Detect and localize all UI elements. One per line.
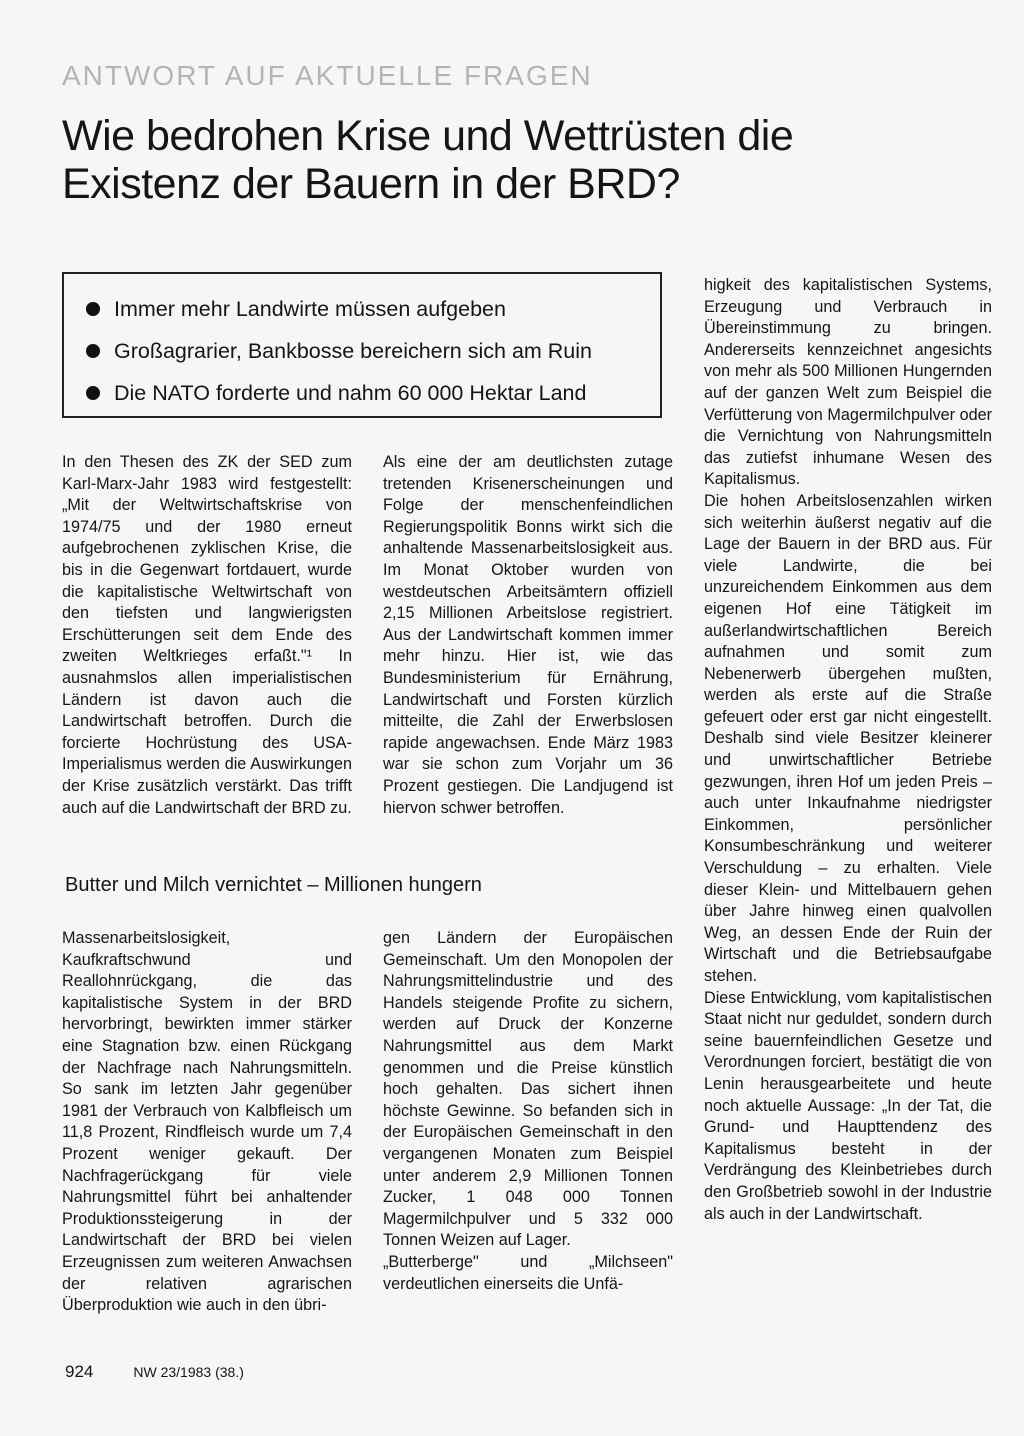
body-paragraph: In den Thesen des ZK der SED zum Karl-Marx-Jahr 1983 wird festgestellt: „Mit der Weltwirtschaftskrise von 1974/75 und der 1980 erneut aufgebrochenen zyklischen Krise, die bis in die Gegenwart fortdauert, wurde die kapitalistische Weltwirtschaft von den tiefsten und langwierigsten Erschütterungen seit dem Ende des zweiten Weltkrieges erfaßt."¹ In ausnahmslos allen imperialistischen Ländern ist davon auch die Landwirtschaft betroffen. Durch die forcierte Hochrüstung des USA-Imperialismus werden die Auswirkungen der Krise zusätzlich verstärkt. Das trifft auch auf die Landwirtschaft der BRD zu.	[62, 453, 352, 817]
column-2-lower	[383, 928, 673, 1295]
summary-box	[62, 272, 662, 418]
column-3	[704, 275, 992, 1225]
body-paragraph: „Butterberge" und „Milchseen" verdeutlichen einerseits die Unfä-	[383, 1252, 673, 1293]
section-subheading: Butter und Milch vernichtet – Millionen hungern	[65, 874, 482, 896]
issue-reference: NW 23/1983 (38.)	[133, 1364, 244, 1380]
body-paragraph: Diese Entwicklung, vom kapitalistischen Staat nicht nur geduldet, sondern durch seine bauernfeindlichen Gesetze und Verordnungen forciert, bestätigt die von Lenin herausgearbeitete und heute noch aktuelle Aussage: „In der Tat, die Grund- und Haupttendenz des Kapitalismus besteht in der Verdrängung des Kleinbetriebes durch den Großbetrieb sowohl in der Industrie als auch in der Landwirtschaft.	[704, 988, 992, 1223]
body-paragraph: gen Ländern der Europäischen Gemeinschaft. Um den Monopolen der Nahrungsmittelindustrie und des Handels steigende Profite zu sichern, werden auf Druck der Konzerne Nahrungsmittel aus dem Markt genommen und die Preise künstlich hoch gehalten. Das sichert ihnen höchste Gewinne. So befanden sich in der Europäischen Gemeinschaft in den vergangenen Monaten zum Beispiel unter anderem 2,9 Millionen Tonnen Zucker, 1 048 000 Tonnen Magermilchpulver und 5 332 000 Tonnen Weizen auf Lager.	[383, 929, 673, 1250]
summary-bullet	[86, 288, 660, 330]
body-paragraph: higkeit des kapitalistischen Systems, Erzeugung und Verbrauch in Übereinstimmung zu bringen. Andererseits kennzeichnet angesichts von mehr als 500 Millionen Hungernden auf der ganzen Welt zum Beispiel die Verfütterung von Magermilchpulver oder die Vernichtung von Nahrungsmitteln das zutiefst inhumane Wesen des Kapitalismus.	[704, 276, 992, 489]
summary-bullet-text: Immer mehr Landwirte müssen aufgeben	[114, 296, 506, 321]
bullet-dot-icon	[86, 386, 100, 400]
page-number: 924	[65, 1362, 94, 1381]
bullet-dot-icon	[86, 344, 100, 358]
summary-bullet	[86, 372, 660, 414]
page-footer	[65, 1362, 244, 1382]
body-paragraph: Als eine der am deutlichsten zutage tretenden Krisenerscheinungen und Folge der menschenfeindlichen Regierungspolitik Bonns wirkt sich die anhaltende Massenarbeitslosigkeit aus. Im Monat Oktober wurden von westdeutschen Arbeitsämtern offiziell 2,15 Millionen Arbeitslose registriert. Aus der Landwirtschaft kommen immer mehr hinzu. Hier ist, wie das Bundesministerium für Ernährung, Landwirtschaft und Forsten kürzlich mitteilte, die Zahl der Erwerbslosen rapide angewachsen. Ende März 1983 war sie schon zum Vorjahr um 36 Prozent gestiegen. Die Landjugend ist hiervon schwer betroffen.	[383, 453, 673, 817]
column-1-upper	[62, 452, 352, 819]
column-2-upper	[383, 452, 673, 819]
article-headline: Wie bedrohen Krise und Wettrüsten die Existenz der Bauern in der BRD?	[62, 112, 794, 208]
body-paragraph: Die hohen Arbeitslosenzahlen wirken sich weiterhin äußerst negativ auf die Lage der Bauern in der BRD aus. Für viele Landwirte, die bei unzureichendem Einkommen aus dem eigenen Hof eine Tätigkeit im außerlandwirtschaftlichen Bereich aufnahmen und somit zum Nebenerwerb übergehen mußten, werden als erste auf die Straße gefeuert oder erst gar nicht eingestellt. Deshalb sind viele Besitzer kleinerer und unwirtschaftlicher Betriebe gezwungen, ihren Hof um jeden Preis – auch unter Inkaufnahme niedrigster Einkommen, persönlicher Konsumbeschränkung und weiterer Verschuldung – zu erhalten. Viele dieser Klein- und Mittelbauern gehen über Jahre hinweg einen qualvollen Weg, an dessen Ende der Ruin der Wirtschaft und die Betriebsaufgabe stehen.	[704, 491, 992, 985]
summary-bullet-text: Großagrarier, Bankbosse bereichern sich am Ruin	[114, 338, 592, 363]
body-paragraph: Massenarbeitslosigkeit, Kaufkraftschwund und Reallohnrückgang, die das kapitalistische System in der BRD hervorbringt, bewirkten immer stärker eine Stagnation bzw. einen Rückgang der Nachfrage nach Nahrungsmitteln. So sank im letzten Jahr gegenüber 1981 der Verbrauch von Kalbfleisch um 11,8 Prozent, Rindfleisch wurde um 7,4 Prozent weniger gekauft. Der Nachfragerückgang für viele Nahrungsmittel führt bei anhaltender Produktionssteigerung in der Landwirtschaft der BRD bei vielen Erzeugnissen zum weiteren Anwachsen der relativen agrarischen Überproduktion wie auch in den übri-	[62, 929, 352, 1315]
summary-bullet-text: Die NATO forderte und nahm 60 000 Hektar Land	[114, 380, 587, 405]
bullet-dot-icon	[86, 302, 100, 316]
column-1-lower	[62, 928, 352, 1317]
summary-bullet	[86, 330, 660, 372]
section-kicker: ANTWORT AUF AKTUELLE FRAGEN	[62, 60, 593, 91]
